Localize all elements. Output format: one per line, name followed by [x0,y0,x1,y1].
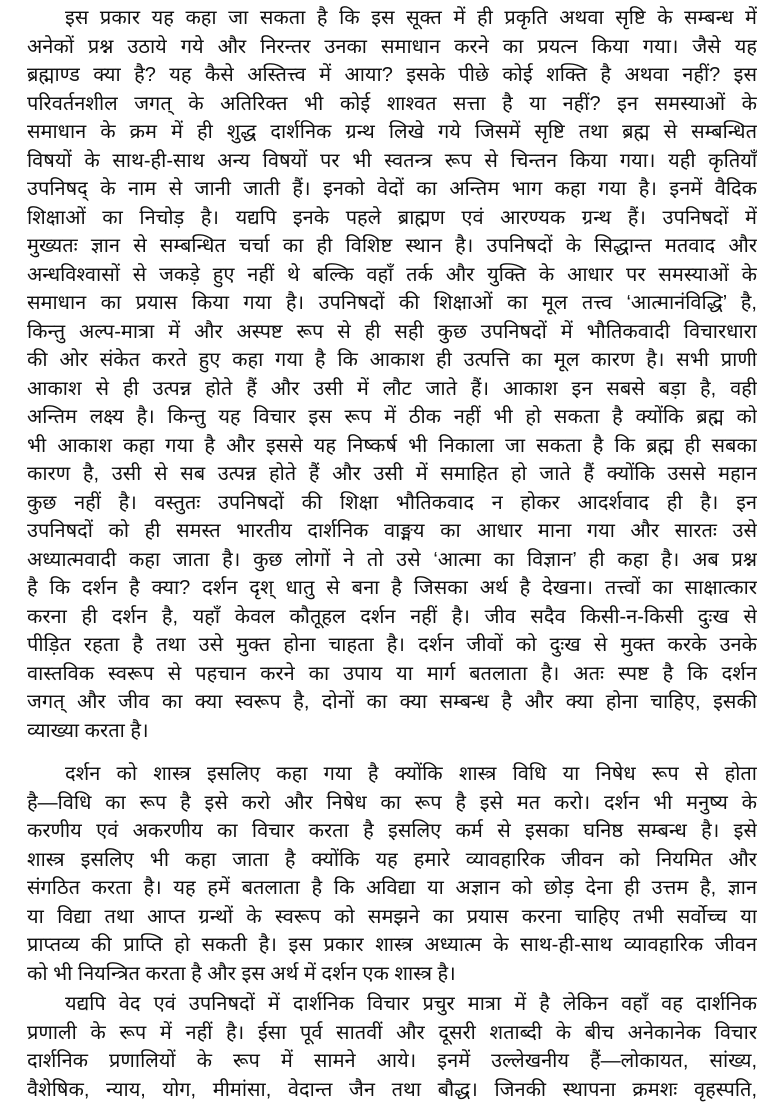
text-line: अन्धविश्वासों से जकड़े हुए नहीं थे बल्कि वहाँ तर्क और युक्ति के आधार पर समस्याओं के [27,263,757,286]
text-line: करना ही दर्शन है, यहाँ केवल कौतूहल दर्शन नहीं है। जीव सदैव किसी-न-किसी दुःख से [27,605,757,628]
text-line: व्याख्या करता है। [27,719,149,742]
text-line: अध्यात्मवादी कहा जाता है। कुछ लोगों ने तो उसे ‘आत्मा का विज्ञान’ ही कहा है। अब प्रश्न [27,548,757,571]
text-line: शिक्षाओं का निचोड़ है। यद्यपि इनके पहले ब्राह्मण एवं आरण्यक ग्रन्थ हैं। उपनिषदों में [27,206,757,229]
text-line: अनेकों प्रश्न उठाये गये और निरन्तर उनका समाधान करने का प्रयत्न किया गया। जैसे यह [27,35,757,58]
text-line: है—विधि का रूप है इसे करो और निषेध का रूप है इसे मत करो। दर्शन भी मनुष्य के [27,791,757,814]
text-line: समाधान के क्रम में ही शुद्ध दार्शनिक ग्रन्थ लिखे गये जिसमें सृष्टि तथा ब्रह्म से सम्बन्धित [27,121,757,143]
text-line: जगत् और जीव का क्या स्वरूप है, दोनों का क्या सम्बन्ध है और क्या होना चाहिए, इसकी [27,691,757,713]
text-line: पीड़ित रहता है तथा उसे मुक्त होना चाहता है। दर्शन जीवों को दुःख से मुक्त करके उनके [27,634,757,656]
text-line: वैशेषिक, न्याय, योग, मीमांसा, वेदान्त जैन तथा बौद्ध। जिनकी स्थापना क्रमशः वृहस्पति, [27,1078,757,1101]
text-line: किन्तु अल्प-मात्रा में और अस्पष्ट रूप से ही सही कुछ उपनिषदों में भौतिकवादी विचारधारा [27,320,757,343]
text-line: मुख्यतः ज्ञान से सम्बन्धित चर्चा का ही विशिष्ट स्थान है। उपनिषदों के सिद्धान्त मतवाद और [27,235,757,257]
text-line: इस प्रकार यह कहा जा सकता है कि इस सूक्त में ही प्रकृति अथवा सृष्टि के सम्बन्ध में [65,7,757,29]
text-line: करणीय एवं अकरणीय का विचार करता है इसलिए कर्म से इसका घनिष्ठ सम्बन्ध है। इसे [27,820,757,842]
text-line: उपनिषदों को ही समस्त भारतीय दार्शनिक वाङ्मय का आधार माना गया और सारतः उसे [27,520,757,542]
text-line: उपनिषद् के नाम से जानी जाती हैं। इनको वेदों का अन्तिम भाग कहा गया है। इनमें वैदिक [27,178,757,200]
text-line: भी आकाश कहा गया है और इससे यह निष्कर्ष भी निकाला जा सकता है कि ब्रह्म ही सबका [27,434,757,457]
text-line: को भी नियन्त्रित करता है और इस अर्थ में दर्शन एक शास्त्र है। [27,962,456,985]
text-line: ब्रह्माण्ड क्या है? यह कैसे अस्तित्त्व में आया? इसके पीछे कोई शक्ति है अथवा नहीं? इस [27,64,757,86]
text-line: प्रणाली के रूप में नहीं है। ईसा पूर्व सातवीं और दूसरी शताब्दी के बीच अनेकानेक विचार [27,1021,757,1044]
paragraph-3 [27,990,757,1104]
text-line: या विद्या तथा आप्त ग्रन्थों के स्वरूप को समझने का प्रयास करना चाहिए तभी सर्वोच्च या [27,905,757,928]
text-line: यद्यपि वेद एवं उपनिषदों में दार्शनिक विचार प्रचुर मात्रा में है लेकिन वहाँ वह दार्शनिक [65,993,757,1015]
text-line: संगठित करता है। यह हमें बतलाता है कि अविद्या या अज्ञान को छोड़ देना ही उत्तम है, ज्ञान [27,877,757,899]
paragraph-1 [27,4,757,745]
text-line: दार्शनिक प्रणालियों के रूप में सामने आये। इनमें उल्लेखनीय हैं—लोकायत, सांख्य, [27,1050,757,1072]
text-line: कुछ नहीं है। वस्तुतः उपनिषदों की शिक्षा भौतिकवाद न होकर आदर्शवाद ही है। इन [27,491,757,514]
text-line: की ओर संकेत करते हुए कहा गया है कि आकाश ही उत्पत्ति का मूल कारण है। सभी प्राणी [27,349,757,371]
text-line: वास्तविक स्वरूप से पहचान करने का उपाय या मार्ग बतलाता है। अतः स्पष्ट है कि दर्शन [27,662,757,685]
text-line: दर्शन को शास्त्र इसलिए कहा गया है क्योंकि शास्त्र विधि या निषेध रूप से होता [65,763,757,785]
text-line: प्राप्तव्य की प्राप्ति हो सकती है। इस प्रकार शास्त्र अध्यात्म के साथ-ही-साथ व्यावहारिक जीवन [27,934,757,956]
paragraph-2 [27,760,757,988]
text-line: आकाश से ही उत्पन्न होते हैं और उसी में लौट जाते हैं। आकाश इन सबसे बड़ा है, वही [27,377,757,400]
text-line: है कि दर्शन है क्या? दर्शन दृश् धातु से बना है जिसका अर्थ है देखना। तत्त्वों का साक्षात्कार [27,577,757,599]
text-line: समाधान का प्रयास किया गया है। उपनिषदों की शिक्षाओं का मूल तत्त्व ‘आत्मानंविद्धि’ है, [27,292,757,314]
text-line: अन्तिम लक्ष्य है। किन्तु यह विचार इस रूप में ठीक नहीं भी हो सकता है क्योंकि ब्रह्म को [27,406,757,428]
text-line: कारण है, उसी से सब उत्पन्न होते हैं और उसी में समाहित हो जाते हैं क्योंकि उससे महान [27,463,757,485]
text-line: परिवर्तनशील जगत् के अतिरिक्त भी कोई शाश्वत सत्ता है या नहीं? इन समस्याओं के [27,92,757,115]
text-line: विषयों के साथ-ही-साथ अन्य विषयों पर भी स्वतन्त्र रूप से चिन्तन किया गया। यही कृतियाँ [27,149,757,172]
text-line: शास्त्र इसलिए भी कहा जाता है क्योंकि यह हमारे व्यावहारिक जीवन को नियमित और [27,848,757,871]
